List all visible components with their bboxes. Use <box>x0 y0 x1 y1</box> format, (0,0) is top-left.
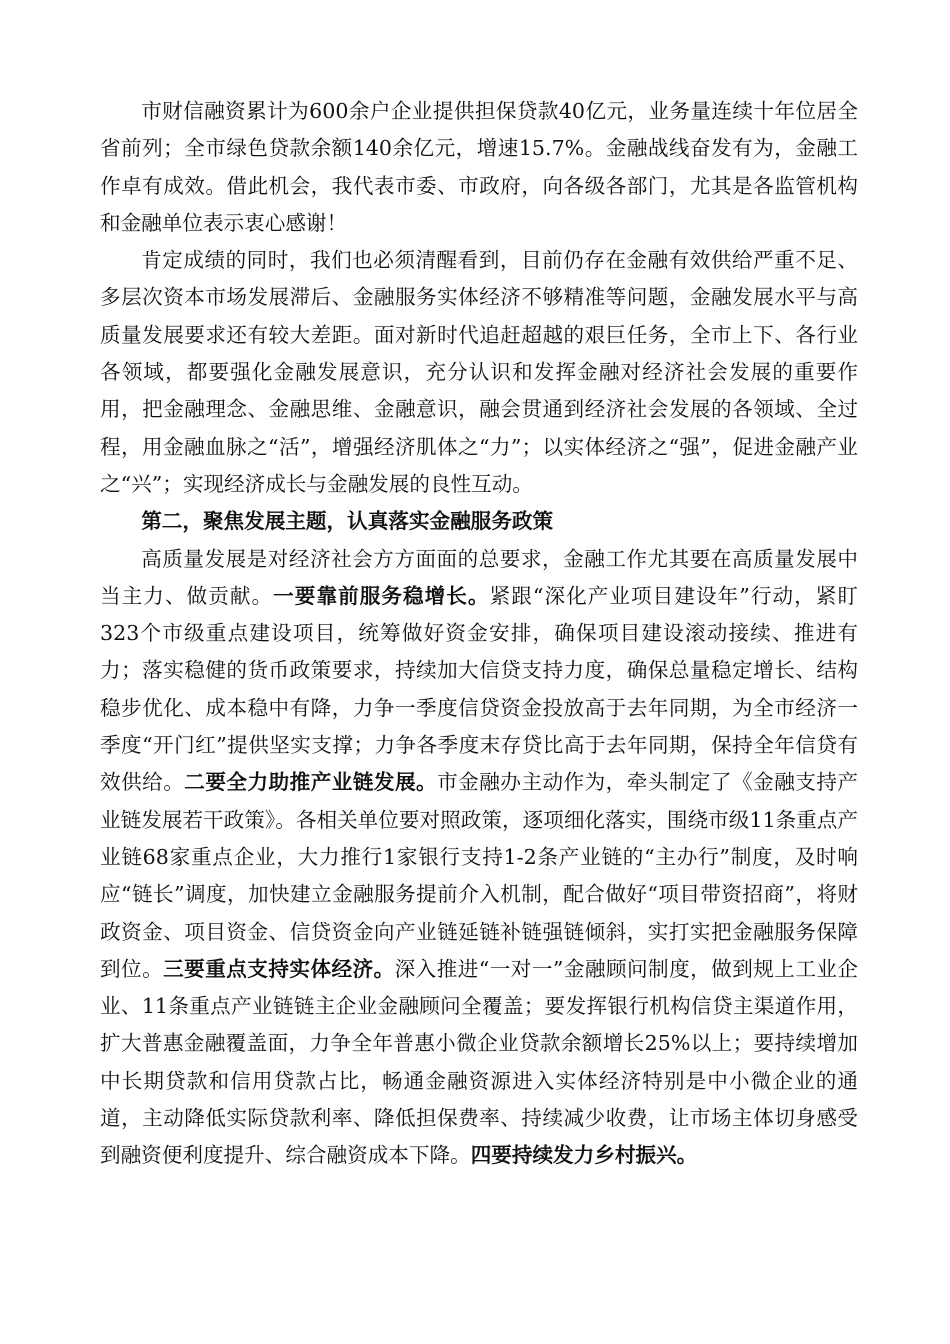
point-1-text: 紧跟“深化产业项目建设年”行动，紧盯323个市级重点建设项目，统筹做好资金安排，确保项目建设滚动接续、推进有力；落实稳健的货币政策要求，持续加大信贷支持力度，确保总量稳定增长、结构稳步优化、成本稳中有降，力争一季度信贷资金投放高于去年同期，为全市经济一季度“开门红”提供坚实支撑；力争各季度末存贷比高于去年同期，保持全年信贷有效供给。 <box>100 583 858 795</box>
section-heading: 第二，聚焦发展主题，认真落实金融服务政策 <box>141 509 554 534</box>
paragraph-2: 肯定成绩的同时，我们也必须清醒看到，目前仍存在金融有效供给严重不足、多层次资本市场发展滞后、金融服务实体经济不够精准等问题，金融发展水平与高质量发展要求还有较大差距。面对新时代追赶超越的艰巨任务，全市上下、各行业各领域，都要强化金融发展意识，充分认识和发挥金融对经济社会发展的重要作用，把金融理念、金融思维、金融意识，融会贯通到经济社会发展的各领域、全过程，用金融血脉之“活”，增强经济肌体之“力”；以实体经济之“强”，促进金融产业之“兴”；实现经济成长与金融发展的良性互动。 <box>100 248 858 496</box>
document-body <box>100 93 858 1175</box>
paragraph-3-intro: 高质量发展是对经济社会方方面面的总要求，金融工作尤其要在高质量发展中当主力、做贡献。 <box>100 546 858 608</box>
point-2-heading: 二要全力助推产业链发展。 <box>184 770 438 795</box>
point-4-heading: 四要持续发力乡村振兴。 <box>470 1143 698 1168</box>
point-3-heading: 三要重点支持实体经济。 <box>163 956 395 981</box>
point-3-text: 深入推进“一对一”金融顾问制度，做到规上工业企业、11条重点产业链链主企业金融顾问全覆盖；要发挥银行机构信贷主渠道作用，扩大普惠金融覆盖面，力争全年普惠小微企业贷款余额增长25%以上；要持续增加中长期贷款和信用贷款占比，畅通金融资源进入实体经济特别是中小微企业的通道，主动降低实际贷款利率、降低担保费率、持续减少收费，让市场主体切身感受到融资便利度提升、综合融资成本下降。 <box>100 956 859 1168</box>
paragraph-1: 市财信融资累计为600余户企业提供担保贷款40亿元，业务量连续十年位居全省前列；全市绿色贷款余额140余亿元，增速15.7%。金融战线奋发有为，金融工作卓有成效。借此机会，我代表市委、市政府，向各级各部门，尤其是各监管机构和金融单位表示衷心感谢！ <box>100 99 858 235</box>
paragraph-3 <box>100 541 858 1175</box>
point-1-heading: 一要靠前服务稳增长。 <box>273 583 490 608</box>
point-2-text: 市金融办主动作为，牵头制定了《金融支持产业链发展若干政策》。各相关单位要对照政策，逐项细化落实，围绕市级11条重点产业链68家重点企业，大力推行1家银行支持1-2条产业链的“主办行”制度，及时响应“链长”调度，加快建立金融服务提前介入机制，配合做好“项目带资招商”，将财政资金、项目资金、信贷资金向产业链延链补链强链倾斜，实打实把金融服务保障到位。 <box>100 770 859 981</box>
